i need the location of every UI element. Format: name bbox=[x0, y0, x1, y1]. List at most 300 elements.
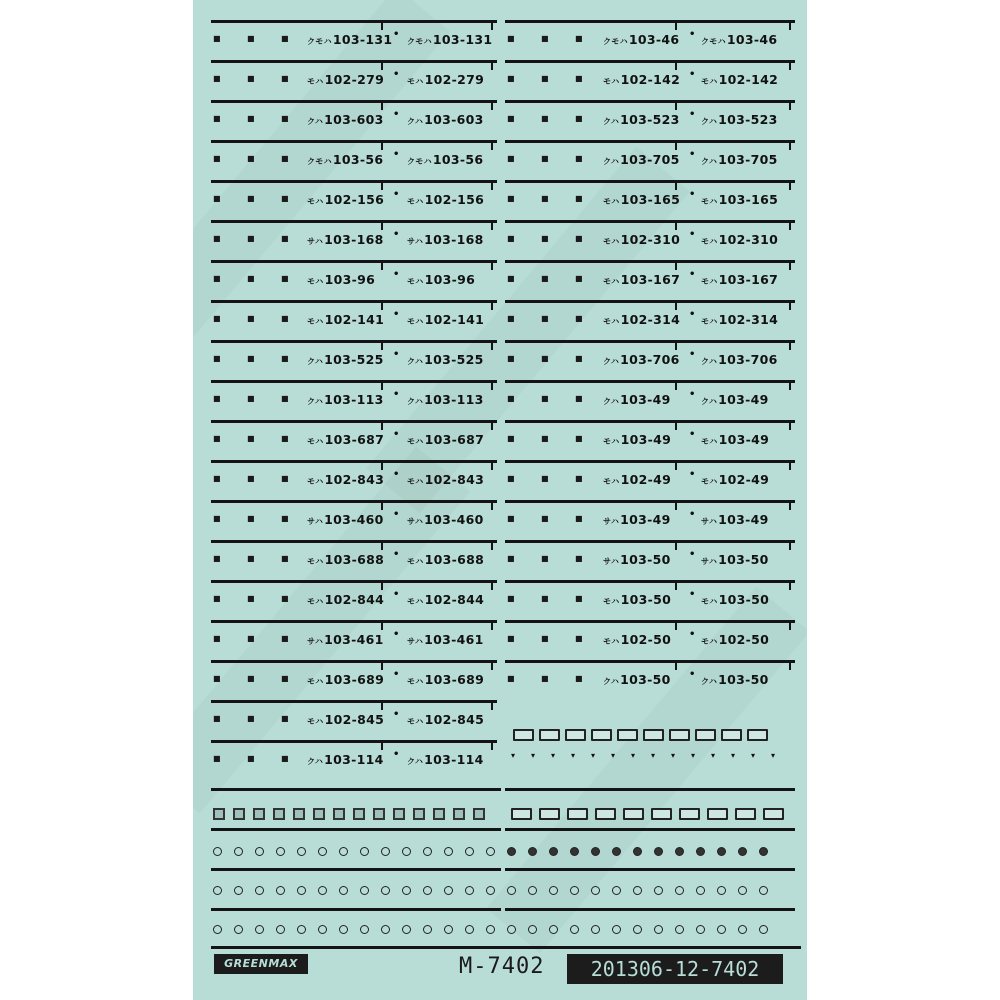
serial-number: 201306-12-7402 bbox=[567, 954, 783, 984]
depot-mark-glyph: ■ bbox=[575, 474, 583, 483]
circle-decal bbox=[339, 886, 348, 895]
plate-decal bbox=[763, 808, 784, 820]
car-type-kana: クハ bbox=[701, 357, 718, 366]
rule-tick bbox=[491, 142, 493, 150]
car-number bbox=[407, 272, 475, 287]
circle-decal bbox=[486, 847, 495, 856]
car-number bbox=[307, 32, 392, 47]
car-number-digits: 103-168 bbox=[324, 232, 384, 247]
circle-decal bbox=[255, 847, 264, 856]
depot-mark-glyph: ■ bbox=[541, 474, 549, 483]
depot-mark bbox=[247, 675, 267, 683]
car-type-kana: モハ bbox=[701, 197, 718, 206]
rule-tick bbox=[675, 382, 677, 390]
depot-mark-glyph: ■ bbox=[247, 274, 255, 283]
decal-rule bbox=[505, 60, 795, 63]
circle-decal bbox=[612, 886, 621, 895]
car-number bbox=[407, 432, 484, 447]
depot-mark bbox=[541, 355, 561, 363]
depot-mark bbox=[541, 115, 561, 123]
depot-mark bbox=[247, 275, 267, 283]
circle-decal bbox=[507, 925, 516, 934]
car-number bbox=[701, 312, 778, 327]
decal-rule bbox=[211, 946, 801, 949]
depot-mark bbox=[213, 715, 233, 723]
depot-mark-glyph: ■ bbox=[575, 554, 583, 563]
decal-rule bbox=[211, 660, 497, 663]
circle-decal bbox=[444, 925, 453, 934]
small-mark: ▾ bbox=[711, 751, 716, 760]
depot-mark-glyph: ■ bbox=[507, 674, 515, 683]
car-number-digits: 103-131 bbox=[432, 32, 493, 47]
decal-rule bbox=[211, 420, 497, 423]
depot-mark-glyph: ■ bbox=[541, 594, 549, 603]
depot-mark-glyph: ■ bbox=[213, 394, 221, 403]
car-number-digits: 103-56 bbox=[332, 152, 384, 167]
depot-mark bbox=[247, 355, 267, 363]
square-decal bbox=[333, 808, 345, 820]
square-decal bbox=[233, 808, 245, 820]
car-number-digits: 103-705 bbox=[718, 152, 778, 167]
car-number bbox=[307, 112, 384, 127]
decal-dot: • bbox=[689, 189, 696, 200]
car-number-digits: 103-688 bbox=[424, 552, 485, 567]
car-type-kana: クハ bbox=[603, 397, 620, 406]
car-type-kana: クハ bbox=[407, 757, 424, 766]
square-decal bbox=[473, 808, 485, 820]
car-number-digits: 102-50 bbox=[620, 632, 672, 647]
car-number-digits: 103-167 bbox=[718, 272, 779, 287]
decal-rule bbox=[211, 180, 497, 183]
depot-mark-glyph: ■ bbox=[213, 234, 221, 243]
car-number-digits: 103-49 bbox=[718, 512, 769, 527]
small-mark: ▾ bbox=[531, 751, 536, 760]
circle-decal bbox=[654, 886, 663, 895]
circle-decal bbox=[360, 886, 369, 895]
depot-mark bbox=[247, 195, 267, 203]
depot-mark bbox=[281, 755, 301, 763]
rule-tick bbox=[381, 102, 383, 110]
circle-decal bbox=[234, 886, 243, 895]
car-number bbox=[407, 512, 484, 527]
car-type-kana: モハ bbox=[307, 597, 324, 606]
car-number-digits: 103-706 bbox=[718, 352, 778, 367]
car-number bbox=[701, 432, 769, 447]
car-number-digits: 102-843 bbox=[324, 472, 385, 487]
decal-dot: • bbox=[393, 709, 400, 720]
depot-mark bbox=[575, 315, 595, 323]
car-number bbox=[407, 632, 484, 647]
depot-mark-glyph: ■ bbox=[247, 394, 255, 403]
depot-mark bbox=[213, 315, 233, 323]
circle-decal bbox=[633, 847, 642, 856]
depot-mark bbox=[541, 275, 561, 283]
car-number bbox=[603, 632, 671, 647]
car-number-digits: 102-141 bbox=[424, 312, 485, 327]
decal-dot: • bbox=[393, 429, 400, 440]
circle-decal bbox=[402, 847, 411, 856]
decal-rule bbox=[505, 260, 795, 263]
rule-tick bbox=[789, 422, 791, 430]
car-type-kana: クハ bbox=[603, 117, 620, 126]
depot-mark-glyph: ■ bbox=[247, 314, 255, 323]
rule-tick bbox=[789, 22, 791, 30]
depot-mark bbox=[575, 195, 595, 203]
decal-sheet bbox=[193, 0, 807, 1000]
rule-tick bbox=[491, 582, 493, 590]
depot-mark-glyph: ■ bbox=[507, 314, 515, 323]
car-type-kana: モハ bbox=[407, 597, 424, 606]
depot-mark-glyph: ■ bbox=[247, 194, 255, 203]
circle-decal bbox=[696, 847, 705, 856]
car-number-digits: 102-843 bbox=[424, 472, 485, 487]
rule-tick bbox=[789, 182, 791, 190]
depot-mark-glyph: ■ bbox=[575, 74, 583, 83]
rule-tick bbox=[491, 622, 493, 630]
car-type-kana: モハ bbox=[701, 237, 718, 246]
depot-mark-glyph: ■ bbox=[575, 34, 583, 43]
circle-decal bbox=[759, 847, 768, 856]
car-number-digits: 103-46 bbox=[726, 32, 778, 47]
depot-mark bbox=[247, 515, 267, 523]
depot-mark-glyph: ■ bbox=[281, 474, 289, 483]
decal-rule bbox=[505, 660, 795, 663]
depot-mark bbox=[247, 75, 267, 83]
car-number-digits: 103-689 bbox=[324, 672, 385, 687]
depot-mark bbox=[575, 475, 595, 483]
depot-mark bbox=[281, 715, 301, 723]
car-number-digits: 103-50 bbox=[718, 552, 769, 567]
car-number-digits: 102-142 bbox=[718, 72, 779, 87]
depot-mark-glyph: ■ bbox=[281, 274, 289, 283]
depot-mark-glyph: ■ bbox=[213, 474, 221, 483]
decal-dot: • bbox=[689, 629, 696, 640]
car-number bbox=[603, 472, 671, 487]
depot-mark-glyph: ■ bbox=[541, 554, 549, 563]
car-number-digits: 103-49 bbox=[718, 432, 770, 447]
car-number-digits: 103-96 bbox=[424, 272, 476, 287]
depot-mark-glyph: ■ bbox=[507, 114, 515, 123]
decal-row bbox=[211, 500, 497, 540]
depot-mark bbox=[281, 75, 301, 83]
depot-mark-glyph: ■ bbox=[575, 594, 583, 603]
square-decal bbox=[413, 808, 425, 820]
small-mark: ▾ bbox=[651, 751, 656, 760]
depot-mark bbox=[281, 35, 301, 43]
depot-mark-glyph: ■ bbox=[247, 34, 255, 43]
depot-mark-glyph: ■ bbox=[281, 114, 289, 123]
depot-mark-glyph: ■ bbox=[213, 514, 221, 523]
car-number bbox=[603, 32, 679, 47]
car-number bbox=[603, 672, 671, 687]
depot-mark bbox=[575, 515, 595, 523]
depot-mark-glyph: ■ bbox=[541, 434, 549, 443]
depot-mark-glyph: ■ bbox=[213, 754, 221, 763]
car-number-digits: 103-50 bbox=[620, 672, 671, 687]
depot-mark bbox=[247, 635, 267, 643]
decal-rule bbox=[211, 620, 497, 623]
car-type-kana: モハ bbox=[603, 237, 620, 246]
circle-decal bbox=[297, 925, 306, 934]
decal-dot: • bbox=[689, 589, 696, 600]
rule-tick bbox=[491, 302, 493, 310]
circle-decal bbox=[381, 925, 390, 934]
circle-decal bbox=[381, 847, 390, 856]
car-type-kana: モハ bbox=[701, 277, 718, 286]
car-type-kana: モハ bbox=[407, 277, 424, 286]
car-number bbox=[603, 552, 671, 567]
depot-mark bbox=[541, 395, 561, 403]
car-number bbox=[603, 112, 680, 127]
depot-mark-glyph: ■ bbox=[575, 354, 583, 363]
square-decal bbox=[433, 808, 445, 820]
rule-tick bbox=[789, 502, 791, 510]
rule-tick bbox=[381, 302, 383, 310]
car-number bbox=[603, 152, 680, 167]
circle-decal bbox=[549, 886, 558, 895]
car-number bbox=[603, 352, 680, 367]
decal-rule bbox=[211, 260, 497, 263]
plate-decal bbox=[651, 808, 672, 820]
circle-decal bbox=[255, 886, 264, 895]
depot-mark-glyph: ■ bbox=[575, 434, 583, 443]
depot-mark bbox=[213, 275, 233, 283]
car-type-kana: モハ bbox=[407, 317, 424, 326]
rule-tick bbox=[789, 582, 791, 590]
car-number bbox=[701, 672, 769, 687]
depot-mark-glyph: ■ bbox=[281, 594, 289, 603]
plate-decal bbox=[539, 729, 560, 741]
depot-mark-glyph: ■ bbox=[247, 674, 255, 683]
car-type-kana: モハ bbox=[603, 437, 620, 446]
circle-decal bbox=[255, 925, 264, 934]
plate-decal bbox=[735, 808, 756, 820]
depot-mark-glyph: ■ bbox=[541, 234, 549, 243]
depot-mark bbox=[541, 515, 561, 523]
car-type-kana: モハ bbox=[407, 677, 424, 686]
decal-rule bbox=[505, 500, 795, 503]
decal-dot: • bbox=[393, 549, 400, 560]
car-type-kana: モハ bbox=[603, 277, 620, 286]
circle-decal bbox=[570, 925, 579, 934]
decal-row bbox=[211, 300, 497, 340]
decal-dot: • bbox=[393, 509, 400, 520]
car-type-kana: モハ bbox=[307, 677, 324, 686]
decal-rule bbox=[505, 20, 795, 23]
depot-mark bbox=[213, 115, 233, 123]
depot-mark bbox=[507, 35, 527, 43]
car-number bbox=[407, 752, 484, 767]
circle-decal bbox=[549, 925, 558, 934]
decal-rule bbox=[211, 788, 501, 791]
car-number bbox=[603, 432, 671, 447]
plate-decal bbox=[721, 729, 742, 741]
car-type-kana: モハ bbox=[307, 477, 324, 486]
depot-mark-glyph: ■ bbox=[575, 314, 583, 323]
decal-row bbox=[211, 340, 497, 380]
decal-row bbox=[505, 540, 795, 580]
depot-mark-glyph: ■ bbox=[507, 514, 515, 523]
depot-mark-glyph: ■ bbox=[541, 34, 549, 43]
car-number bbox=[307, 592, 384, 607]
decal-dot: • bbox=[393, 189, 400, 200]
depot-mark bbox=[213, 75, 233, 83]
car-number-digits: 103-50 bbox=[718, 592, 770, 607]
car-number-digits: 103-687 bbox=[324, 432, 385, 447]
depot-mark bbox=[507, 515, 527, 523]
car-type-kana: サハ bbox=[701, 557, 718, 566]
decal-dot: • bbox=[393, 309, 400, 320]
depot-mark bbox=[213, 635, 233, 643]
car-number bbox=[307, 72, 384, 87]
car-number bbox=[407, 672, 484, 687]
small-mark: ▾ bbox=[671, 751, 676, 760]
decal-rule bbox=[211, 220, 497, 223]
car-type-kana: モハ bbox=[603, 477, 620, 486]
rule-tick bbox=[381, 582, 383, 590]
depot-mark-glyph: ■ bbox=[507, 554, 515, 563]
car-number-digits: 103-689 bbox=[424, 672, 485, 687]
square-decal bbox=[213, 808, 225, 820]
depot-mark bbox=[541, 75, 561, 83]
depot-mark bbox=[541, 435, 561, 443]
depot-mark-glyph: ■ bbox=[575, 514, 583, 523]
circle-decal bbox=[444, 886, 453, 895]
car-number-digits: 103-49 bbox=[620, 512, 671, 527]
depot-mark-glyph: ■ bbox=[507, 474, 515, 483]
depot-mark bbox=[213, 235, 233, 243]
car-number-digits: 103-46 bbox=[628, 32, 680, 47]
car-type-kana: サハ bbox=[701, 517, 718, 526]
depot-mark bbox=[213, 155, 233, 163]
decal-rule bbox=[211, 100, 497, 103]
rule-tick bbox=[675, 22, 677, 30]
decal-dot: • bbox=[393, 29, 400, 40]
decal-dot: • bbox=[689, 509, 696, 520]
depot-mark bbox=[247, 555, 267, 563]
car-number bbox=[307, 152, 383, 167]
plate-decal bbox=[567, 808, 588, 820]
circle-decal bbox=[675, 847, 684, 856]
plate-decal bbox=[695, 729, 716, 741]
car-number-digits: 102-310 bbox=[620, 232, 681, 247]
car-number bbox=[307, 632, 384, 647]
car-number-digits: 102-314 bbox=[620, 312, 681, 327]
circle-decal bbox=[654, 847, 663, 856]
car-type-kana: クハ bbox=[407, 397, 424, 406]
decal-row bbox=[505, 300, 795, 340]
rule-tick bbox=[675, 182, 677, 190]
car-number-digits: 103-49 bbox=[620, 432, 672, 447]
rule-tick bbox=[491, 462, 493, 470]
car-type-kana: クモハ bbox=[701, 37, 726, 46]
depot-mark-glyph: ■ bbox=[507, 154, 515, 163]
car-number bbox=[603, 512, 671, 527]
car-type-kana: モハ bbox=[701, 317, 718, 326]
depot-mark-glyph: ■ bbox=[507, 274, 515, 283]
depot-mark bbox=[281, 595, 301, 603]
car-type-kana: クハ bbox=[307, 397, 324, 406]
car-type-kana: モハ bbox=[603, 197, 620, 206]
plate-decal bbox=[679, 808, 700, 820]
decal-dot: • bbox=[689, 109, 696, 120]
circle-decal bbox=[507, 847, 516, 856]
car-type-kana: モハ bbox=[701, 597, 718, 606]
rule-tick bbox=[491, 62, 493, 70]
decal-row bbox=[505, 660, 795, 700]
rule-tick bbox=[381, 262, 383, 270]
depot-mark-glyph: ■ bbox=[507, 234, 515, 243]
depot-mark-glyph: ■ bbox=[281, 74, 289, 83]
depot-mark bbox=[247, 715, 267, 723]
car-number-digits: 103-525 bbox=[324, 352, 384, 367]
rule-tick bbox=[381, 62, 383, 70]
car-type-kana: クハ bbox=[307, 757, 324, 766]
depot-mark bbox=[281, 515, 301, 523]
depot-mark bbox=[507, 675, 527, 683]
circle-decal bbox=[444, 847, 453, 856]
decal-row bbox=[505, 580, 795, 620]
depot-mark bbox=[281, 555, 301, 563]
car-number bbox=[407, 352, 484, 367]
car-number bbox=[701, 152, 778, 167]
decal-dot: • bbox=[393, 389, 400, 400]
car-number-digits: 103-131 bbox=[332, 32, 393, 47]
depot-mark-glyph: ■ bbox=[213, 314, 221, 323]
rule-tick bbox=[491, 182, 493, 190]
depot-mark bbox=[247, 35, 267, 43]
circle-decal bbox=[234, 925, 243, 934]
circle-decal bbox=[717, 847, 726, 856]
rule-tick bbox=[381, 662, 383, 670]
car-type-kana: クハ bbox=[407, 117, 424, 126]
depot-mark-glyph: ■ bbox=[541, 514, 549, 523]
plate-decal bbox=[643, 729, 664, 741]
depot-mark bbox=[575, 395, 595, 403]
depot-mark-glyph: ■ bbox=[213, 434, 221, 443]
car-number bbox=[407, 592, 484, 607]
decal-rule bbox=[211, 580, 497, 583]
circle-decal bbox=[570, 886, 579, 895]
decal-rule bbox=[505, 300, 795, 303]
circle-decal bbox=[213, 925, 222, 934]
depot-mark bbox=[281, 435, 301, 443]
car-number-digits: 102-49 bbox=[620, 472, 672, 487]
car-type-kana: モハ bbox=[701, 77, 718, 86]
decal-row bbox=[505, 60, 795, 100]
depot-mark-glyph: ■ bbox=[213, 554, 221, 563]
depot-mark bbox=[213, 435, 233, 443]
circle-decal bbox=[633, 886, 642, 895]
decal-rule bbox=[505, 380, 795, 383]
car-number-digits: 103-165 bbox=[718, 192, 779, 207]
car-number-digits: 102-844 bbox=[324, 592, 385, 607]
car-number-digits: 102-279 bbox=[424, 72, 485, 87]
plate-decal bbox=[539, 808, 560, 820]
car-number bbox=[603, 312, 680, 327]
decal-row bbox=[211, 380, 497, 420]
depot-mark bbox=[213, 35, 233, 43]
car-type-kana: クハ bbox=[701, 157, 718, 166]
car-type-kana: サハ bbox=[307, 237, 324, 246]
rule-tick bbox=[675, 662, 677, 670]
decal-rule bbox=[211, 20, 497, 23]
decal-row bbox=[505, 500, 795, 540]
decal-rule bbox=[505, 540, 795, 543]
circle-decal bbox=[612, 925, 621, 934]
circle-decal bbox=[738, 886, 747, 895]
depot-mark bbox=[281, 355, 301, 363]
